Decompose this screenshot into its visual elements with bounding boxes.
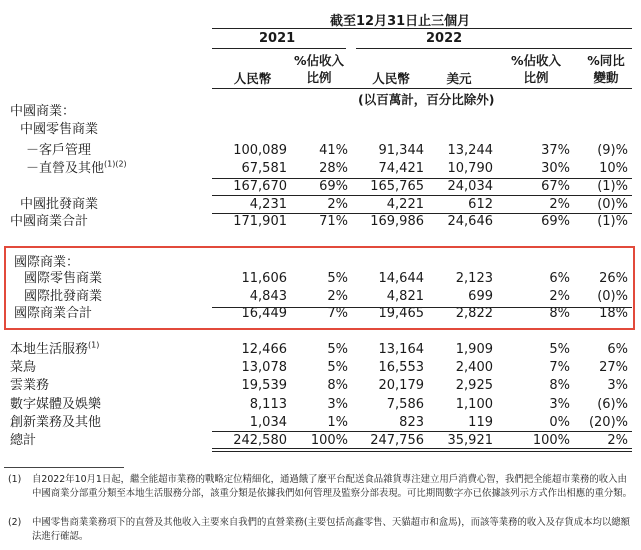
row-label-text: －直營及其他 — [26, 161, 105, 176]
row-value: 16,449 — [241, 306, 287, 321]
row-value: 16,553 — [378, 360, 424, 375]
row-label-text: 中國批發商業 — [20, 197, 99, 212]
col-yoy-line2: 變動 — [593, 70, 619, 85]
row-value: 14,644 — [378, 271, 424, 286]
subtotal-rule-bottom — [212, 195, 632, 196]
row-value: (9)% — [597, 143, 628, 158]
row-value: 169,986 — [370, 214, 424, 229]
row-value: 167,670 — [233, 179, 287, 194]
footnote-1-mark: (1) — [8, 474, 22, 485]
row-value: (0)% — [597, 289, 628, 304]
row-value: 823 — [399, 415, 424, 430]
row-label — [26, 142, 91, 160]
row-value: 242,580 — [233, 433, 287, 448]
row-label-text: 雲業務 — [10, 378, 50, 393]
col-pct-2022-line1: %佔收入 — [510, 53, 562, 68]
row-label — [10, 103, 75, 121]
row-label — [26, 160, 127, 178]
row-value: 13,078 — [241, 360, 287, 375]
row-value: 13,164 — [378, 342, 424, 357]
row-value: 165,765 — [370, 179, 424, 194]
row-value: 41% — [319, 143, 348, 158]
row-label — [10, 213, 88, 231]
year-2021-rule — [212, 48, 346, 49]
row-value: 24,034 — [447, 179, 493, 194]
col-usd-2022: 美元 — [446, 71, 472, 86]
row-label-text: 中國商業合計 — [10, 214, 89, 229]
row-value: 91,344 — [378, 143, 424, 158]
row-label-text: 菜鳥 — [10, 360, 37, 375]
row-value: 71% — [319, 214, 348, 229]
row-value: 27% — [599, 360, 628, 375]
row-value: 5% — [549, 342, 570, 357]
row-value: 26% — [599, 271, 628, 286]
col-rmb-2021: 人民幣 — [233, 71, 272, 86]
row-label — [10, 432, 36, 450]
row-label-text: 國際商業： — [14, 255, 80, 270]
row-value: 2% — [327, 197, 348, 212]
row-label-text: －客戶管理 — [26, 143, 92, 158]
col-pct-2021-line2: 比例 — [306, 70, 332, 85]
row-value: 8,113 — [249, 397, 287, 412]
row-value: 7% — [549, 360, 570, 375]
grand-total-rule-bottom-1 — [212, 448, 632, 449]
row-label-text: 創新業務及其他 — [10, 415, 102, 430]
row-value: 11,606 — [241, 271, 287, 286]
grand-total-rule-bottom-2 — [212, 451, 632, 452]
row-value: (1)% — [597, 214, 628, 229]
row-value: 37% — [541, 143, 570, 158]
row-value: 0% — [549, 415, 570, 430]
col-pct-2021-line1: %佔收入 — [293, 53, 345, 68]
row-label-text: 本地生活服務 — [10, 342, 89, 357]
footnote-ref: (1) — [88, 340, 100, 350]
col-pct-2022 — [500, 52, 572, 86]
row-label — [20, 196, 98, 214]
row-value: 6% — [549, 271, 570, 286]
col-yoy — [578, 52, 634, 86]
row-value: (0)% — [597, 197, 628, 212]
row-value: 100% — [532, 433, 570, 448]
row-value: 1,100 — [455, 397, 493, 412]
row-value: 3% — [549, 397, 570, 412]
row-value: 100% — [310, 433, 348, 448]
row-value: 2,925 — [455, 378, 493, 393]
row-value: 20,179 — [378, 378, 424, 393]
row-value: 69% — [541, 214, 570, 229]
footnote-2-text: 中國零售商業業務項下的直營及其他收入主要來自我們的直營業務(主要包括高鑫零售、天貓超市和盒馬)，而該等業務的收入及存貨成本均以總額法進行確認。 — [32, 517, 630, 542]
row-value: 119 — [468, 415, 493, 430]
row-value: 19,465 — [378, 306, 424, 321]
row-value: 5% — [327, 271, 348, 286]
footnote-rule — [4, 467, 124, 468]
row-value: 12,466 — [241, 342, 287, 357]
row-value: 24,646 — [447, 214, 493, 229]
year-2022-rule — [356, 48, 632, 49]
row-value: 7% — [327, 306, 348, 321]
row-value: 171,901 — [233, 214, 287, 229]
row-value: 4,821 — [386, 289, 424, 304]
footnote-ref: (1)(2) — [104, 159, 127, 169]
period-rule — [212, 28, 632, 29]
footnote-2-mark: (2) — [8, 517, 22, 528]
row-label — [10, 414, 101, 432]
row-value: 18% — [599, 306, 628, 321]
row-value: 35,921 — [447, 433, 493, 448]
row-value: 13,244 — [447, 143, 493, 158]
row-value: 247,756 — [370, 433, 424, 448]
units-note: (以百萬計，百分比除外) — [358, 92, 495, 107]
col-pct-2022-line2: 比例 — [523, 70, 549, 85]
row-value: 8% — [327, 378, 348, 393]
row-value: 10,790 — [447, 161, 493, 176]
row-value: 2% — [549, 197, 570, 212]
row-value: 1,034 — [249, 415, 287, 430]
row-value: 67% — [541, 179, 570, 194]
row-value: (1)% — [597, 179, 628, 194]
row-value: 612 — [468, 197, 493, 212]
row-label-text: 總計 — [10, 433, 37, 448]
row-value: 8% — [549, 306, 570, 321]
row-value: 2% — [549, 289, 570, 304]
row-value: 6% — [607, 342, 628, 357]
row-value: 2,123 — [455, 271, 493, 286]
row-value: 69% — [319, 179, 348, 194]
period-header: 截至12月31日止三個月 — [330, 14, 471, 29]
row-label-text: 國際商業合計 — [14, 306, 93, 321]
china-total-rule — [212, 213, 632, 214]
row-label-text: 中國零售商業 — [20, 122, 99, 137]
row-value: 4,843 — [249, 289, 287, 304]
row-value: 30% — [541, 161, 570, 176]
row-label-text: 數字媒體及娛樂 — [10, 397, 102, 412]
row-value: 4,221 — [386, 197, 424, 212]
row-value: 7,586 — [386, 397, 424, 412]
grand-total-rule-top — [212, 431, 632, 432]
row-value: (6)% — [597, 397, 628, 412]
row-value: 3% — [327, 397, 348, 412]
row-value: 5% — [327, 342, 348, 357]
row-value: 3% — [607, 378, 628, 393]
row-label — [10, 396, 101, 414]
col-rmb-2022: 人民幣 — [372, 71, 410, 86]
row-value: 4,231 — [249, 197, 287, 212]
row-value: 2% — [327, 289, 348, 304]
year-2022-header: 2022 — [426, 31, 463, 46]
year-2021-header: 2021 — [259, 31, 296, 46]
row-value: 28% — [319, 161, 348, 176]
row-value: 100,089 — [233, 143, 287, 158]
row-value: 1% — [327, 415, 348, 430]
row-value: 699 — [468, 289, 493, 304]
row-value: 2,400 — [455, 360, 493, 375]
row-label — [10, 359, 36, 377]
row-value: 8% — [549, 378, 570, 393]
row-label-text: 國際零售商業 — [24, 271, 103, 286]
highlight-box — [4, 246, 635, 330]
row-label — [10, 341, 99, 359]
row-value: 1,909 — [455, 342, 493, 357]
row-value: 10% — [599, 161, 628, 176]
header-bottom-rule — [212, 88, 632, 89]
row-label-text: 國際批發商業 — [24, 289, 103, 304]
col-pct-2021 — [288, 52, 350, 86]
row-label — [10, 377, 49, 395]
row-value: 2% — [607, 433, 628, 448]
row-label — [20, 121, 98, 139]
row-value: (20)% — [588, 415, 628, 430]
row-value: 5% — [327, 360, 348, 375]
row-value: 19,539 — [241, 378, 287, 393]
row-value: 67,581 — [241, 161, 287, 176]
subtotal-rule-top — [212, 178, 632, 179]
row-label-text: 中國商業： — [10, 104, 76, 119]
col-yoy-line1: %同比 — [587, 53, 625, 68]
footnote-1-text: 自2022年10月1日起，繼全能超市業務的戰略定位精細化，通過餓了麼平台配送食品雜貨專注建立用戶消費心智，我們把全能超市業務的收入由中國商業分部重分類至本地生活服務分部，該重分類是依據我們如何管理及監察分部表現。可比期間數字亦已依據該列示方式作出相應的重分類。 — [32, 474, 633, 499]
row-value: 2,822 — [455, 306, 493, 321]
row-value: 74,421 — [378, 161, 424, 176]
